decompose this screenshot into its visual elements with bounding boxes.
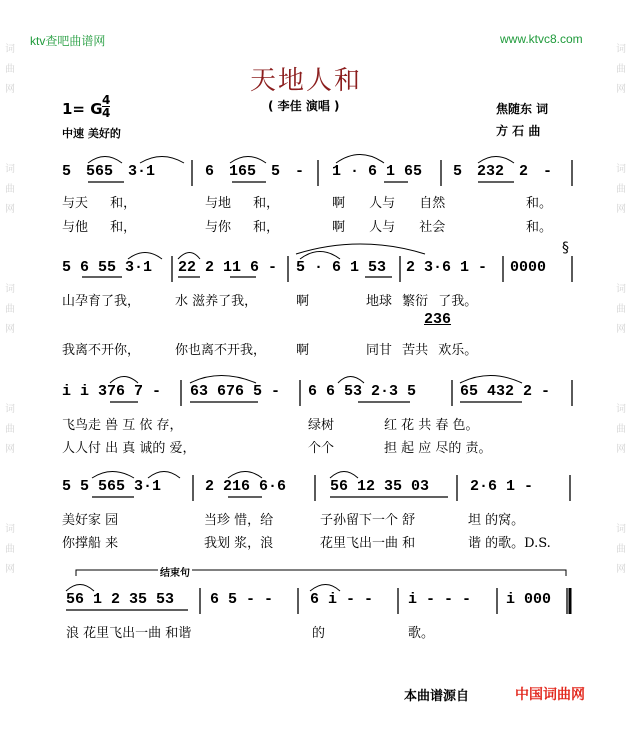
row2-lyric-b2: 你也离不开我， [175,343,267,358]
row2-measure3: 5 · 6 1 53 [296,259,387,276]
row4-measure2: 2 216 6·6 [205,478,287,495]
row1-lyric-b1: 与他 和， [62,220,137,235]
row2-lyric-b3: 啊 [296,343,310,358]
row3-lyric-b2: 个个 [308,441,335,456]
row4-measure1: 5 5 565 3·1 [62,478,162,495]
row5-measure3: 6 i - - [310,591,374,608]
row1-lyric-b2: 与你 和， [205,220,280,235]
right-site-link[interactable]: www.ktvc8.com [500,32,583,46]
segno-icon: § [562,240,569,256]
song-title: 天地人和 [250,66,363,96]
row2-alt-notes: 236 [424,311,452,328]
row3-measure1: i i 376 7 - [62,383,162,400]
ending-label: 结束句 [158,564,192,579]
row1-lyric-a4: 和。 [526,196,553,211]
row4-measure3: 56 12 35 03 [330,478,430,495]
left-watermark: 词曲网 词曲网 词曲网 词曲网 词曲网 [5,44,15,575]
source-label: 本曲谱源自 [404,689,470,704]
row1-lyric-b3: 啊 人与 社会 [332,220,446,235]
row2-lyric-a2: 水 滋养了我， [175,294,258,309]
right-watermark: 词曲网 词曲网 词曲网 词曲网 词曲网 [616,44,626,575]
row5-measure5: i 000 [506,591,552,608]
row3-measure3: 6 6 53 2·3 5 [308,383,417,400]
row1-measure3: 1 · 6 1 65 [332,163,423,180]
row2-lyric-b1: 我离不开你， [62,343,141,358]
row4-lyric-b1: 你撑船 来 [62,536,119,551]
row3-lyric-a3: 红 花 共 春 色。 [384,418,479,433]
row3-measure2: 63 676 5 - [190,383,281,400]
lyricist: 焦随东 词 [496,102,549,116]
row3-lyric-a1: 飞鸟走 兽 互 依 存， [62,418,183,433]
row5-lyric1: 浪 花里飞出一曲 和谐 [66,626,192,641]
source-site-link[interactable]: 中国词曲网 [515,687,585,703]
row3-lyric-a2: 绿树 [308,418,335,433]
row1-measure2: 6 165 5 - [205,163,305,180]
row2-lyric-a1: 山孕育了我， [62,294,141,309]
row5-measure4: i - - - [408,591,472,608]
row5-lyric2: 的 [312,626,326,641]
row4-lyric-b3: 花里飞出一曲 和 [320,536,416,551]
row2-lyric-a3: 啊 [296,294,310,309]
row1-lyric-a3: 啊 人与 自然 [332,196,446,211]
row4-lyric-b4: 谐 的歌。D.S. [468,536,551,551]
row4-lyric-a2: 当珍 惜，给 [204,513,274,528]
row2-lyric-b4: 同甘 苦共 欢乐。 [366,343,478,358]
singer: ( 李佳 演唱 ) [268,99,340,113]
row2-measure4: 2 3·6 1 - [406,259,488,276]
composer: 方 石 曲 [496,124,541,138]
row4-lyric-a1: 美好家 园 [62,513,119,528]
row1-measure4: 5 232 2 - [453,163,553,180]
row1-lyric-a1: 与天 和， [62,196,137,211]
row2-lyric-a4: 地球 繁衍 了我。 [366,294,478,309]
row2-measure5: 0000 [510,259,547,276]
row1-measure1: 5 565 3·1 [62,163,156,180]
row5-measure1: 56 1 2 35 53 [66,591,175,608]
left-site-link[interactable]: ktv查吧曲谱网 [30,34,106,48]
row4-lyric-a3: 子孙留下一个 舒 [320,513,416,528]
row3-measure4: 65 432 2 - [460,383,551,400]
row5-lyric3: 歌。 [408,626,435,641]
row5-measure2: 6 5 - - [210,591,274,608]
row4-measure4: 2·6 1 - [470,478,534,495]
row2-measure1: 5 6 55 3·1 [62,259,153,276]
row1-lyric-b4: 和。 [526,220,553,235]
row2-measure2: 22 2 11 6 - [178,259,278,276]
tempo: 中速 美好的 [62,127,121,140]
row4-lyric-b2: 我划 浆，浪 [204,536,274,551]
row3-lyric-b3: 担 起 应 尽的 责。 [384,441,492,456]
key-signature: 1= G [62,100,103,118]
row1-lyric-a2: 与地 和， [205,196,280,211]
time-signature: 4 4 [102,93,111,120]
row4-lyric-a4: 坦 的窝。 [468,513,525,528]
row3-lyric-b1: 人人付 出 真 诚的 爱， [62,441,196,456]
